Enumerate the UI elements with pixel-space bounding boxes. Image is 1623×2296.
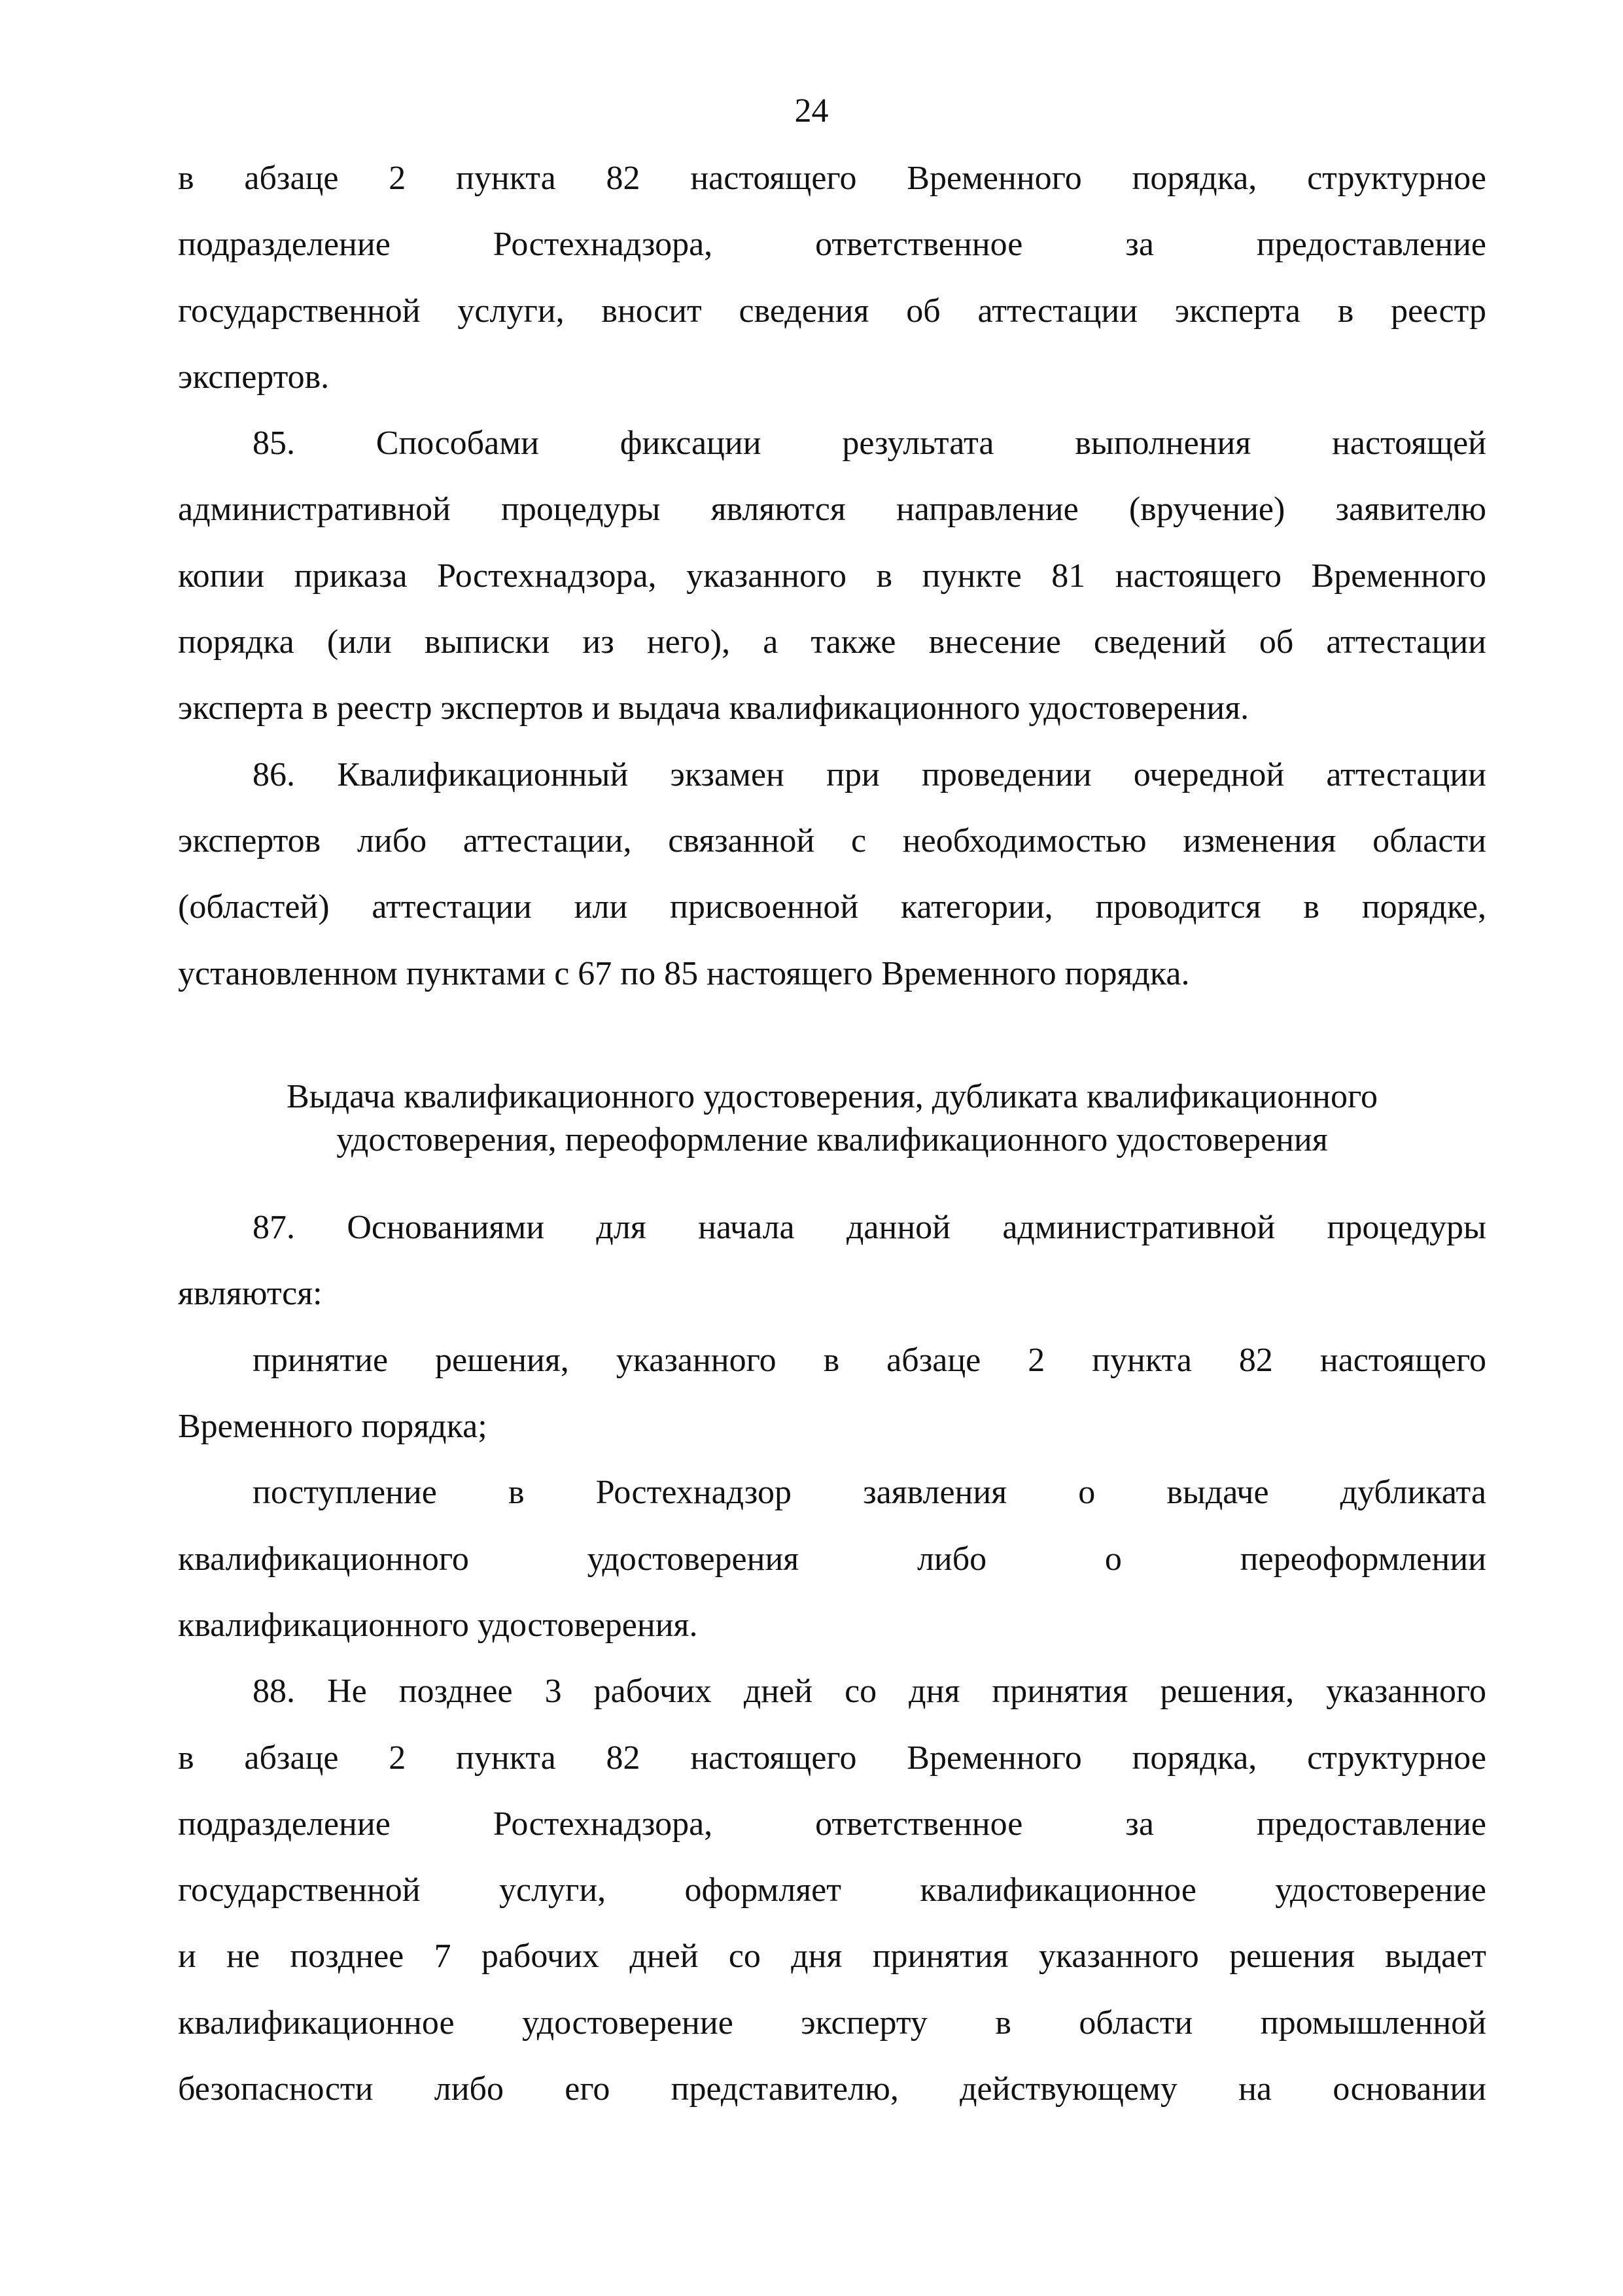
text-line: государственной услуги, вносит сведения об аттестации эксперта в реестр [178,292,1486,330]
text-line: 86. Квалификационный экзамен при проведении очередной аттестации [253,756,1486,793]
text-line: в абзаце 2 пункта 82 настоящего Временного порядка, структурное [178,1739,1486,1777]
document-body [178,145,1486,2122]
paragraph-87 [178,1194,1486,1327]
text-line: установленном пунктами с 67 по 85 настоящего Временного порядка. [178,954,1190,992]
paragraph-87-item-2 [178,1459,1486,1658]
text-line: 87. Основаниями для начала данной административной процедуры [253,1209,1486,1247]
text-line: (областей) аттестации или присвоенной категории, проводится в порядке, [178,888,1486,926]
heading-line: Выдача квалификационного удостоверения, дубликата квалификационного [287,1078,1378,1116]
text-line: подразделение Ростехнадзора, ответственное за предоставление [178,1805,1486,1843]
text-line: квалификационного удостоверения. [178,1606,698,1644]
paragraph-86 [178,742,1486,1007]
section-spacer [178,1007,1486,1073]
page-number: 24 [794,92,829,130]
text-line: квалификационное удостоверение эксперту в области промышленной [178,2004,1486,2042]
text-line: экспертов либо аттестации, связанной с необходимостью изменения области [178,822,1486,860]
text-line: безопасности либо его представителю, действующему на основании [178,2070,1486,2108]
paragraph-88 [178,1658,1486,2122]
text-line: копии приказа Ростехнадзора, указанного в пункте 81 настоящего Временного [178,557,1486,595]
paragraph-87-item-1 [178,1327,1486,1460]
text-line: административной процедуры являются направление (вручение) заявителю [178,491,1486,529]
text-line: в абзаце 2 пункта 82 настоящего Временного порядка, структурное [178,160,1486,197]
text-line: эксперта в реестр экспертов и выдача квалификационного удостоверения. [178,689,1249,727]
text-line: и не позднее 7 рабочих дней со дня принятия указанного решения выдает [178,1938,1486,1975]
paragraph-84-continuation [178,145,1486,410]
text-line: 88. Не позднее 3 рабочих дней со дня принятия решения, указанного [253,1673,1486,1711]
text-line: экспертов. [178,358,330,396]
text-line: поступление в Ростехнадзор заявления о выдаче дубликата [253,1474,1486,1512]
heading-line: удостоверения, переоформление квалификационного удостоверения [336,1121,1328,1159]
paragraph-85 [178,410,1486,741]
text-line: подразделение Ростехнадзора, ответственное за предоставление [178,226,1486,264]
text-line: принятие решения, указанного в абзаце 2 пункта 82 настоящего [253,1341,1486,1379]
text-line: являются: [178,1275,323,1313]
text-line: порядка (или выписки из него), а также внесение сведений об аттестации [178,623,1486,661]
text-line: государственной услуги, оформляет квалификационное удостоверение [178,1871,1486,1909]
text-line: Временного порядка; [178,1408,487,1446]
text-line: квалификационного удостоверения либо о переоформлении [178,1540,1486,1578]
text-line: 85. Способами фиксации результата выполнения настоящей [253,425,1486,462]
section-heading [178,1073,1486,1194]
